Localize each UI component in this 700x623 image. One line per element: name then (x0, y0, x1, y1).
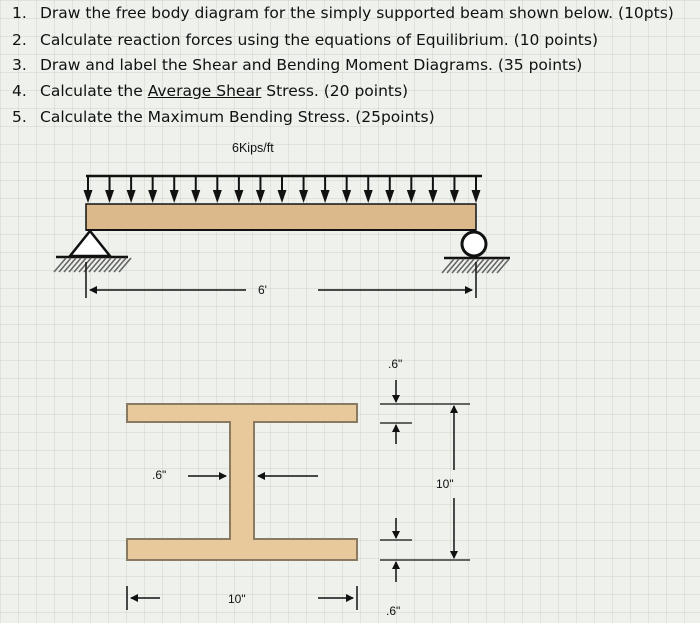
task-text-pre: Calculate the (40, 82, 148, 100)
load-arrow (191, 176, 200, 203)
beam-body (86, 204, 476, 230)
flange-width-label: 10" (228, 592, 246, 606)
top-flange-thickness-label: .6" (388, 357, 403, 371)
load-arrow (321, 176, 330, 203)
span-label: 6' (258, 283, 267, 297)
bottom-flange-thickness-label: .6" (386, 604, 401, 618)
flange-thickness-dimensions (380, 380, 470, 582)
load-arrow (450, 176, 459, 203)
load-arrow (84, 176, 93, 203)
load-arrow (170, 176, 179, 203)
load-arrow (278, 176, 287, 203)
depth-label: 10" (436, 477, 454, 491)
load-arrow (234, 176, 243, 203)
task-text-post: Stress. (20 points) (261, 82, 409, 100)
load-arrow (127, 176, 136, 203)
task-text: Calculate reaction forces using the equations of Equilibrium. (10 points) (40, 31, 598, 49)
load-arrow (105, 176, 114, 203)
pin-support (54, 231, 131, 272)
task-number: 4. (12, 82, 27, 100)
task-text-underline: Average Shear (147, 82, 262, 100)
load-arrow (472, 176, 481, 203)
task-number: 2. (12, 31, 27, 49)
span-dimension (86, 262, 476, 298)
load-arrow (299, 176, 308, 203)
load-arrow (213, 176, 222, 203)
task-number: 3. (12, 56, 27, 74)
task-text: Draw the free body diagram for the simply supported beam shown below. (10pts) (40, 4, 674, 22)
i-beam-section (127, 404, 357, 560)
task-number: 5. (12, 108, 27, 126)
web-thickness-label: .6" (152, 468, 167, 482)
load-arrow (364, 176, 373, 203)
task-number: 1. (12, 4, 27, 22)
load-label: 6Kips/ft (232, 141, 274, 155)
load-arrow (342, 176, 351, 203)
task-text: Calculate the Maximum Bending Stress. (25points) (40, 108, 435, 126)
load-arrow (256, 176, 265, 203)
task-text: Draw and label the Shear and Bending Moment Diagrams. (35 points) (40, 56, 583, 74)
load-arrow (407, 176, 416, 203)
load-arrow (428, 176, 437, 203)
pin-ground-hatch (54, 258, 131, 272)
distributed-load (84, 176, 483, 203)
load-arrow (385, 176, 394, 203)
load-arrow (148, 176, 157, 203)
